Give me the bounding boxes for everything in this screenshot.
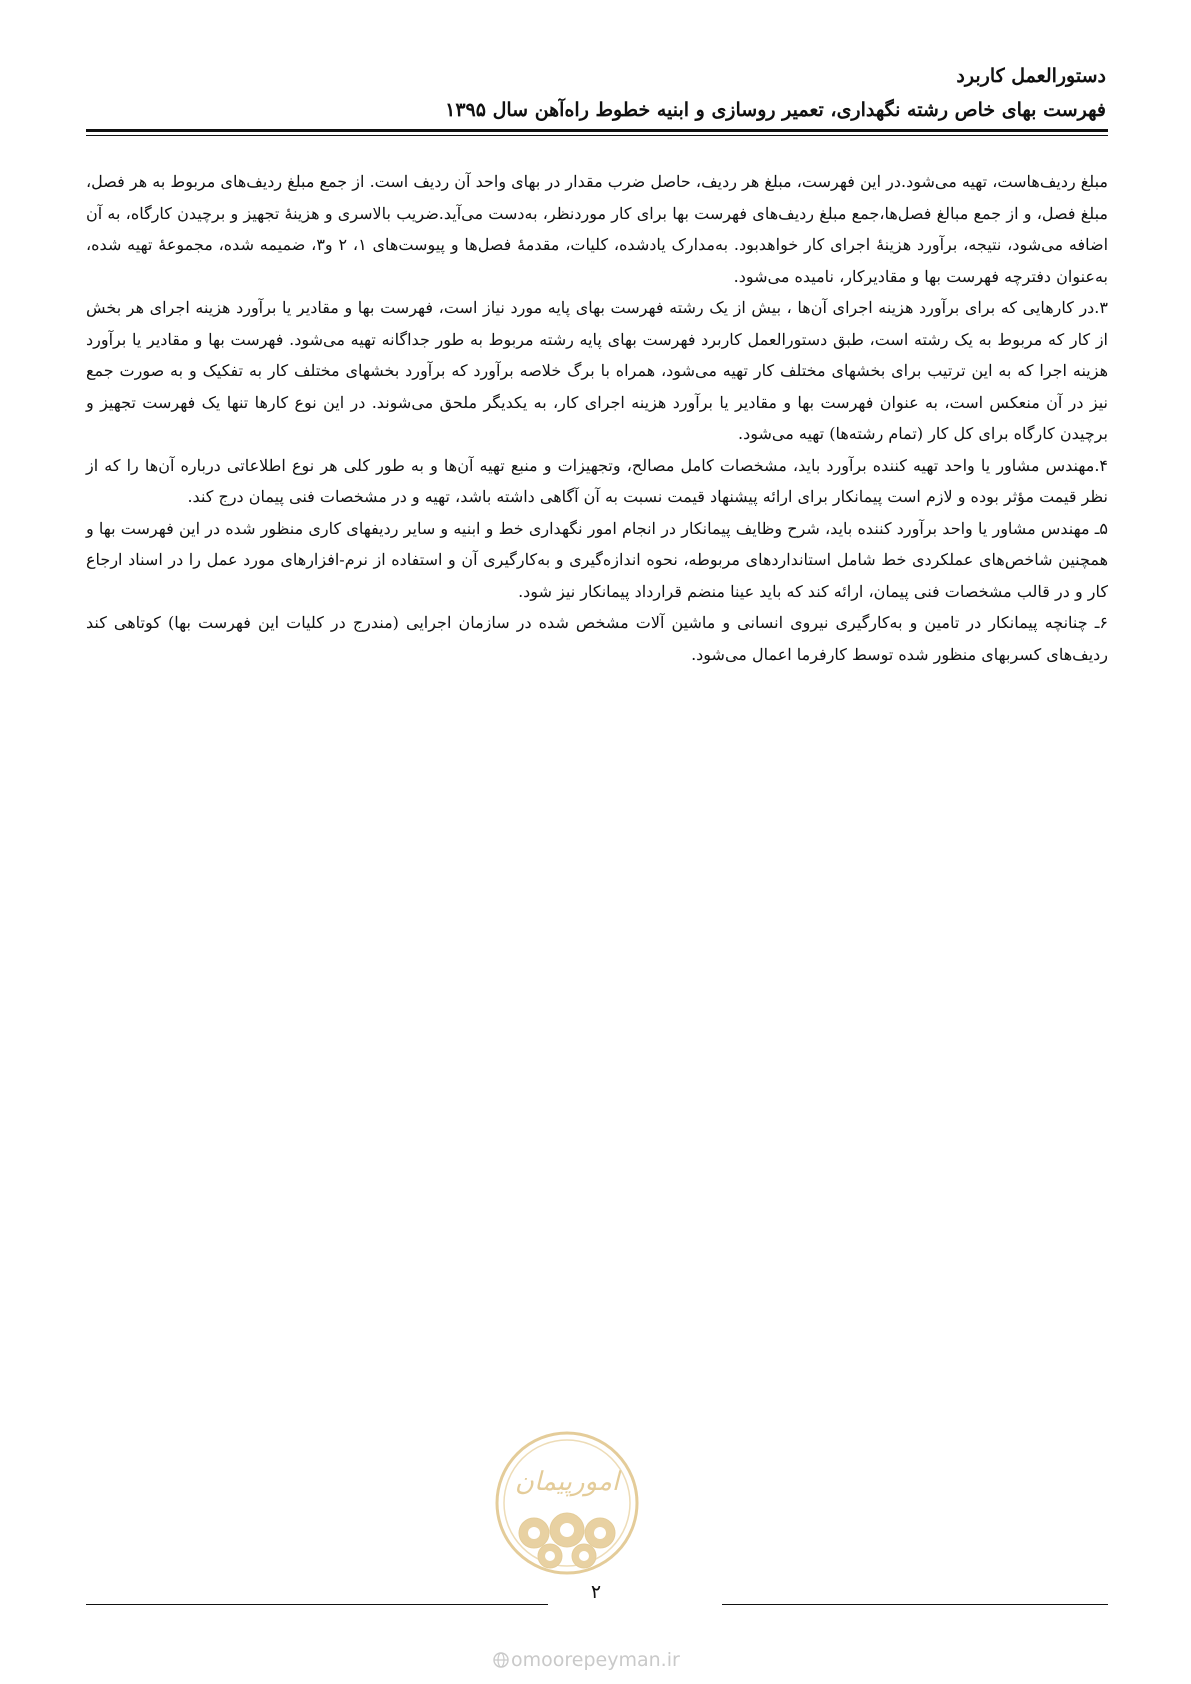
paragraph-item-3: ۳.در کارهایی که برای برآورد هزینه اجرای آن‌ها ، بیش از یک رشته فهرست بهای پایه مورد نیاز است، فهرست بها و مقادیر یا برآورد هزینه اجرای هر بخش از کار که مربوط به یک رشته است، طبق دستورالعمل کاربرد فهرست بهای پایه رشته مربوط به طور جداگانه تهیه می‌شود. فهرست بها و مقادیر یا برآورد هزینه اجرا که به این ترتیب برای بخشهای مختلف کار تهیه می‌شود، همراه با برگ خلاصه برآورد که برآورد بخشهای مختلف کار به تفکیک و به صورت جمع نیز در آن منعکس است، به عنوان فهرست بها و مقادیر یا برآورد هزینه اجرای کار، به یکدیگر ملحق می‌شوند. در این نوع کارها تنها یک فهرست تجهیز و برچیدن کارگاه برای کل کار (تمام رشته‌ها) تهیه می‌شود.: [86, 298, 1108, 443]
watermark-logo-text: امورپیمان: [514, 1467, 620, 1497]
site-watermark: [493, 1648, 703, 1672]
omoorepeyman-seal-logo: [492, 1428, 642, 1578]
footer-rule-right: [722, 1604, 1108, 1605]
footer-rule-left: [86, 1604, 548, 1605]
page-number: ۲: [590, 1581, 602, 1603]
header-rule-thin: [86, 135, 1108, 136]
site-url: omoorepeyman.ir: [511, 1649, 680, 1671]
header-rule-thick: [86, 129, 1108, 132]
body-text: [86, 166, 1108, 670]
paragraph-item-4: ۴.مهندس مشاور یا واحد تهیه کننده برآورد باید، مشخصات کامل مصالح، وتجهیزات و منبع تهیه آن‌ها و به طور کلی هر نوع اطلاعاتی درباره آن‌ها را که از نظر قیمت مؤثر بوده و لازم است پیمانکار برای ارائه پیشنهاد قیمت نسبت به آن آگاهی داشته باشد، تهیه و در مشخصات فنی پیمان درج کند.: [86, 455, 1108, 506]
header-title: دستورالعمل کاربرد: [956, 65, 1106, 87]
paragraph-item-5: ۵ـ مهندس مشاور یا واحد برآورد کننده باید، شرح وظایف پیمانکار در انجام امور نگهداری خط و ابنیه و سایر ردیفهای کاری منظور شده در این فهرست بها و همچنین شاخص‌های عملکردی خط شامل استانداردهای مربوطه، نحوه اندازه‌گیری و به‌کارگیری آن و استفاده از نرم-افزارهای مورد عمل را در اسناد ارجاع کار و در قالب مشخصات فنی پیمان، ارائه کند که باید عینا منضم قرارداد پیمانکار نیز شود.: [86, 518, 1109, 601]
header-subtitle: فهرست بهای خاص رشته نگهداری، تعمیر روسازی و ابنیه خطوط راه‌آهن سال ۱۳۹۵: [445, 99, 1106, 121]
globe-icon: [493, 1652, 509, 1668]
paragraph-continuation: مبلغ ردیف‌هاست، تهیه می‌شود.در این فهرست، مبلغ هر ردیف، حاصل ضرب مقدار در بهای واحد آن ردیف است. از جمع مبلغ ردیف‌های مربوط به هر فصل، مبلغ فصل، و از جمع مبالغ فصل‌ها،جمع مبلغ ردیف‌های فهرست بها برای کار موردنظر، به‌دست می‌آید.ضریب بالاسری و هزینهٔ تجهیز و برچیدن کارگاه، به آن اضافه می‌شود، نتیجه، برآورد هزینهٔ اجرای کار خواهدبود. به‌مدارک یادشده، کلیات، مقدمهٔ فصل‌ها و پیوست‌های ۱، ۲ و۳، ضمیمه شده، مجموعهٔ تهیه شده، به‌عنوان دفترچه فهرست بها و مقادیرکار، نامیده می‌شود.: [86, 172, 1109, 286]
paragraph-item-6: ۶ـ چنانچه پیمانکار در تامین و به‌کارگیری نیروی انسانی و ماشین آلات مشخص شده در سازمان اجرایی (مندرج در کلیات این فهرست بها) کوتاهی کند ردیف‌های کسربهای منظور شده توسط کارفرما اعمال می‌شود.: [86, 613, 1108, 664]
page-header: [86, 58, 1106, 126]
